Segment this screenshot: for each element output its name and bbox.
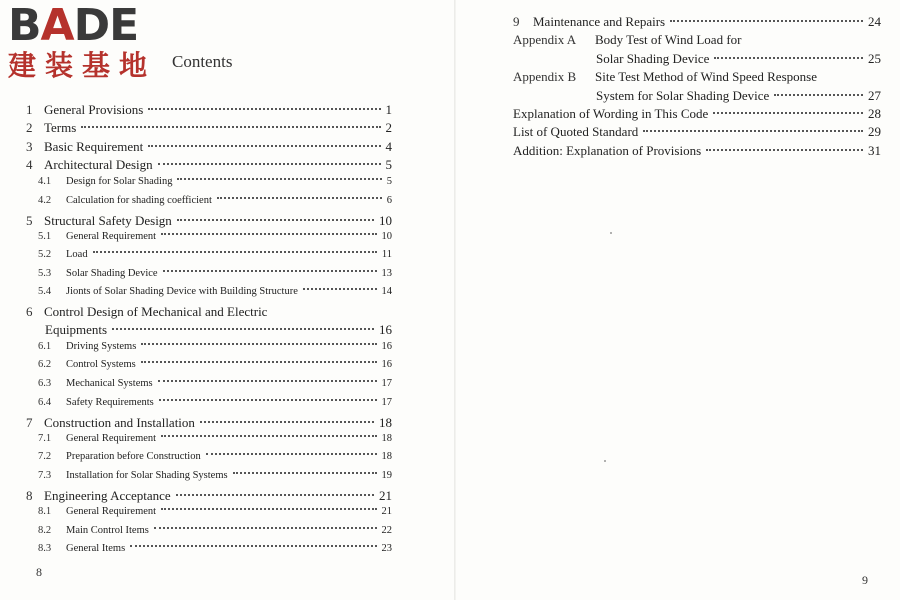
toc-entry-page: 5 — [386, 176, 392, 187]
toc-entry — [38, 378, 392, 389]
toc-entry — [513, 51, 881, 67]
toc-entry — [38, 286, 392, 297]
toc-entry — [38, 359, 392, 370]
toc-entry-number: 5.2 — [38, 249, 52, 260]
toc-entry — [26, 102, 392, 118]
toc-entry-page: 13 — [381, 268, 392, 279]
toc-entry — [38, 195, 392, 206]
toc-entry-page: 28 — [868, 106, 881, 121]
toc-entry-number: 4.1 — [38, 176, 52, 187]
toc-entry-title: Main Control Items — [66, 525, 149, 536]
toc-entry-page: 5 — [385, 157, 392, 172]
dot-leader — [158, 380, 377, 382]
dot-leader — [141, 361, 377, 363]
toc-entry-number: 7 — [26, 415, 33, 430]
dot-leader — [713, 112, 863, 114]
dot-leader — [154, 527, 377, 529]
toc-entry — [26, 304, 392, 320]
toc-entry — [513, 14, 881, 30]
toc-entry-number: 8.2 — [38, 525, 52, 536]
toc-entry-number: 5.4 — [38, 286, 52, 297]
dot-leader — [200, 421, 374, 423]
toc-entry-page: 1 — [385, 102, 392, 117]
toc-entry-title: General Provisions — [44, 102, 144, 117]
dot-leader — [176, 494, 374, 496]
toc-entry-title: Basic Requirement — [44, 139, 144, 154]
toc-entry-number: 8.1 — [38, 506, 52, 517]
dot-leader — [303, 288, 377, 290]
toc-entry-title: Body Test of Wind Load for — [595, 32, 742, 47]
dot-leader — [714, 57, 863, 59]
toc-entry-title: Control Design of Mechanical and Electric — [44, 304, 268, 319]
toc-entry-title: System for Solar Shading Device — [596, 88, 770, 103]
dot-leader — [141, 343, 376, 345]
toc-entry-title: General Requirement — [66, 433, 157, 444]
toc-entry-title: Jionts of Solar Shading Device with Building Structure — [66, 286, 298, 297]
toc-entry — [513, 124, 881, 140]
toc-entry-title: Maintenance and Repairs — [533, 14, 666, 29]
toc-entry-page: 4 — [385, 139, 392, 154]
toc-entry-title: Design for Solar Shading — [66, 176, 173, 187]
toc-entry — [38, 433, 392, 444]
toc-entry-page: 2 — [385, 120, 392, 135]
bade-logo — [8, 0, 157, 82]
toc-entry-page: 24 — [868, 14, 881, 29]
toc-entry — [26, 157, 392, 173]
toc-entry-number: Appendix A — [513, 32, 577, 47]
dot-leader — [163, 270, 377, 272]
toc-entry-number: 3 — [26, 139, 33, 154]
toc-entry — [513, 69, 881, 85]
toc-entry — [26, 488, 392, 504]
toc-entry — [38, 470, 392, 481]
toc-entry-number: 5 — [26, 213, 33, 228]
toc-entry-title: Addition: Explanation of Provisions — [513, 143, 702, 158]
toc-entry-page: 17 — [381, 397, 392, 408]
scan-speck — [610, 232, 612, 234]
toc-entry-title: General Requirement — [66, 506, 157, 517]
toc-entry-number: 6.1 — [38, 341, 52, 352]
toc-entry-number: Appendix B — [513, 69, 577, 84]
dot-leader — [161, 233, 376, 235]
toc-entry-number: 2 — [26, 120, 33, 135]
dot-leader — [93, 251, 377, 253]
dot-leader — [159, 399, 377, 401]
toc-entry-number: 6.2 — [38, 359, 52, 370]
toc-entry-page: 29 — [868, 124, 881, 139]
dot-leader — [158, 163, 381, 165]
toc-entry-page: 10 — [381, 231, 392, 242]
toc-entry — [38, 525, 392, 536]
toc-entry-title: Structural Safety Design — [44, 213, 172, 228]
logo-wordmark: BADE — [8, 0, 139, 51]
toc-entry-title: Driving Systems — [66, 341, 137, 352]
toc-entry-page: 14 — [381, 286, 392, 297]
toc-entry-number: 7.3 — [38, 470, 52, 481]
toc-entry-number: 5.1 — [38, 231, 52, 242]
toc-entry-title: Construction and Installation — [44, 415, 195, 430]
toc-entry-title: General Items — [66, 543, 126, 554]
toc-entry-title: Calculation for shading coefficient — [66, 195, 212, 206]
dot-leader — [217, 197, 382, 199]
toc-entry — [38, 176, 392, 187]
toc-entry-page: 27 — [868, 88, 881, 103]
toc-entry-title: Installation for Solar Shading Systems — [66, 470, 228, 481]
right-page — [456, 0, 900, 600]
dot-leader — [148, 108, 380, 110]
dot-leader — [233, 472, 377, 474]
toc-entry — [38, 397, 392, 408]
toc-entry-page: 10 — [379, 213, 392, 228]
toc-entry-title: Engineering Acceptance — [44, 488, 171, 503]
toc-entry — [38, 451, 392, 462]
toc-entry-number: 4 — [26, 157, 33, 172]
toc-entry — [26, 415, 392, 431]
toc-entry — [38, 231, 392, 242]
toc-entry-number: 8.3 — [38, 543, 52, 554]
toc-entry-title: Site Test Method of Wind Speed Response — [595, 69, 817, 84]
dot-leader — [81, 126, 380, 128]
toc-entry-page: 17 — [381, 378, 392, 389]
dot-leader — [177, 219, 374, 221]
toc-entry — [513, 106, 881, 122]
dot-leader — [206, 453, 377, 455]
toc-entry-page: 16 — [379, 322, 392, 337]
toc-entry-page: 18 — [381, 451, 392, 462]
toc-entry-page: 11 — [381, 249, 392, 260]
toc-entry — [38, 543, 392, 554]
toc-entry-title: Solar Shading Device — [596, 51, 710, 66]
toc-entry-page: 25 — [868, 51, 881, 66]
contents-heading: Contents — [172, 52, 233, 71]
toc-entry — [26, 139, 392, 155]
dot-leader — [670, 20, 863, 22]
toc-entry-page: 21 — [381, 506, 392, 517]
dot-leader — [643, 130, 863, 132]
toc-entry — [38, 249, 392, 260]
toc-entry — [38, 268, 392, 279]
toc-entry — [26, 120, 392, 136]
dot-leader — [774, 94, 863, 96]
toc-entry — [38, 341, 392, 352]
toc-entry-page: 19 — [381, 470, 392, 481]
toc-entry-number: 9 — [513, 14, 520, 29]
dot-leader — [130, 545, 376, 547]
scan-speck — [604, 460, 606, 462]
toc-entry-number: 8 — [26, 488, 33, 503]
toc-entry-number: 6.3 — [38, 378, 52, 389]
dot-leader — [177, 178, 381, 180]
page-number-right: 9 — [862, 573, 868, 587]
toc-entry-number: 1 — [26, 102, 33, 117]
toc-entry-title: Solar Shading Device — [66, 268, 158, 279]
dot-leader — [706, 149, 863, 151]
toc-entry-page: 22 — [381, 525, 392, 536]
toc-entry — [26, 213, 392, 229]
toc-entry-page: 18 — [381, 433, 392, 444]
toc-entry-number: 4.2 — [38, 195, 52, 206]
toc-entry-number: 7.2 — [38, 451, 52, 462]
toc-entry-title: Mechanical Systems — [66, 378, 153, 389]
toc-entry-page: 6 — [386, 195, 392, 206]
toc-entry-title: Architectural Design — [44, 157, 153, 172]
toc-entry-title: List of Quoted Standard — [513, 124, 639, 139]
toc-entry — [26, 322, 392, 338]
toc-entry-title: Load — [66, 249, 88, 260]
toc-entry-number: 7.1 — [38, 433, 52, 444]
toc-entry — [513, 88, 881, 104]
dot-leader — [161, 508, 376, 510]
toc-entry-title: Safety Requirements — [66, 397, 154, 408]
toc-entry-page: 21 — [379, 488, 392, 503]
dot-leader — [112, 328, 374, 330]
toc-entry-title: General Requirement — [66, 231, 157, 242]
toc-entry-page: 16 — [381, 341, 392, 352]
dot-leader — [161, 435, 376, 437]
toc-entry-title: Terms — [44, 120, 77, 135]
toc-entry — [38, 506, 392, 517]
page-number-left: 8 — [36, 565, 42, 579]
toc-entry-page: 16 — [381, 359, 392, 370]
toc-entry-title: Control Systems — [66, 359, 136, 370]
toc-entry-number: 6 — [26, 304, 33, 319]
toc-entry-number: 6.4 — [38, 397, 52, 408]
toc-entry-number: 5.3 — [38, 268, 52, 279]
toc-entry-page: 18 — [379, 415, 392, 430]
toc-entry-title: Equipments — [45, 322, 108, 337]
toc-entry — [513, 32, 881, 48]
toc-entry-title: Preparation before Construction — [66, 451, 201, 462]
logo-chinese: 建装基地 — [8, 49, 157, 82]
toc-entry-page: 23 — [381, 543, 392, 554]
toc-entry-page: 31 — [868, 143, 881, 158]
dot-leader — [148, 145, 380, 147]
toc-entry — [513, 143, 881, 159]
toc-entry-title: Explanation of Wording in This Code — [513, 106, 709, 121]
